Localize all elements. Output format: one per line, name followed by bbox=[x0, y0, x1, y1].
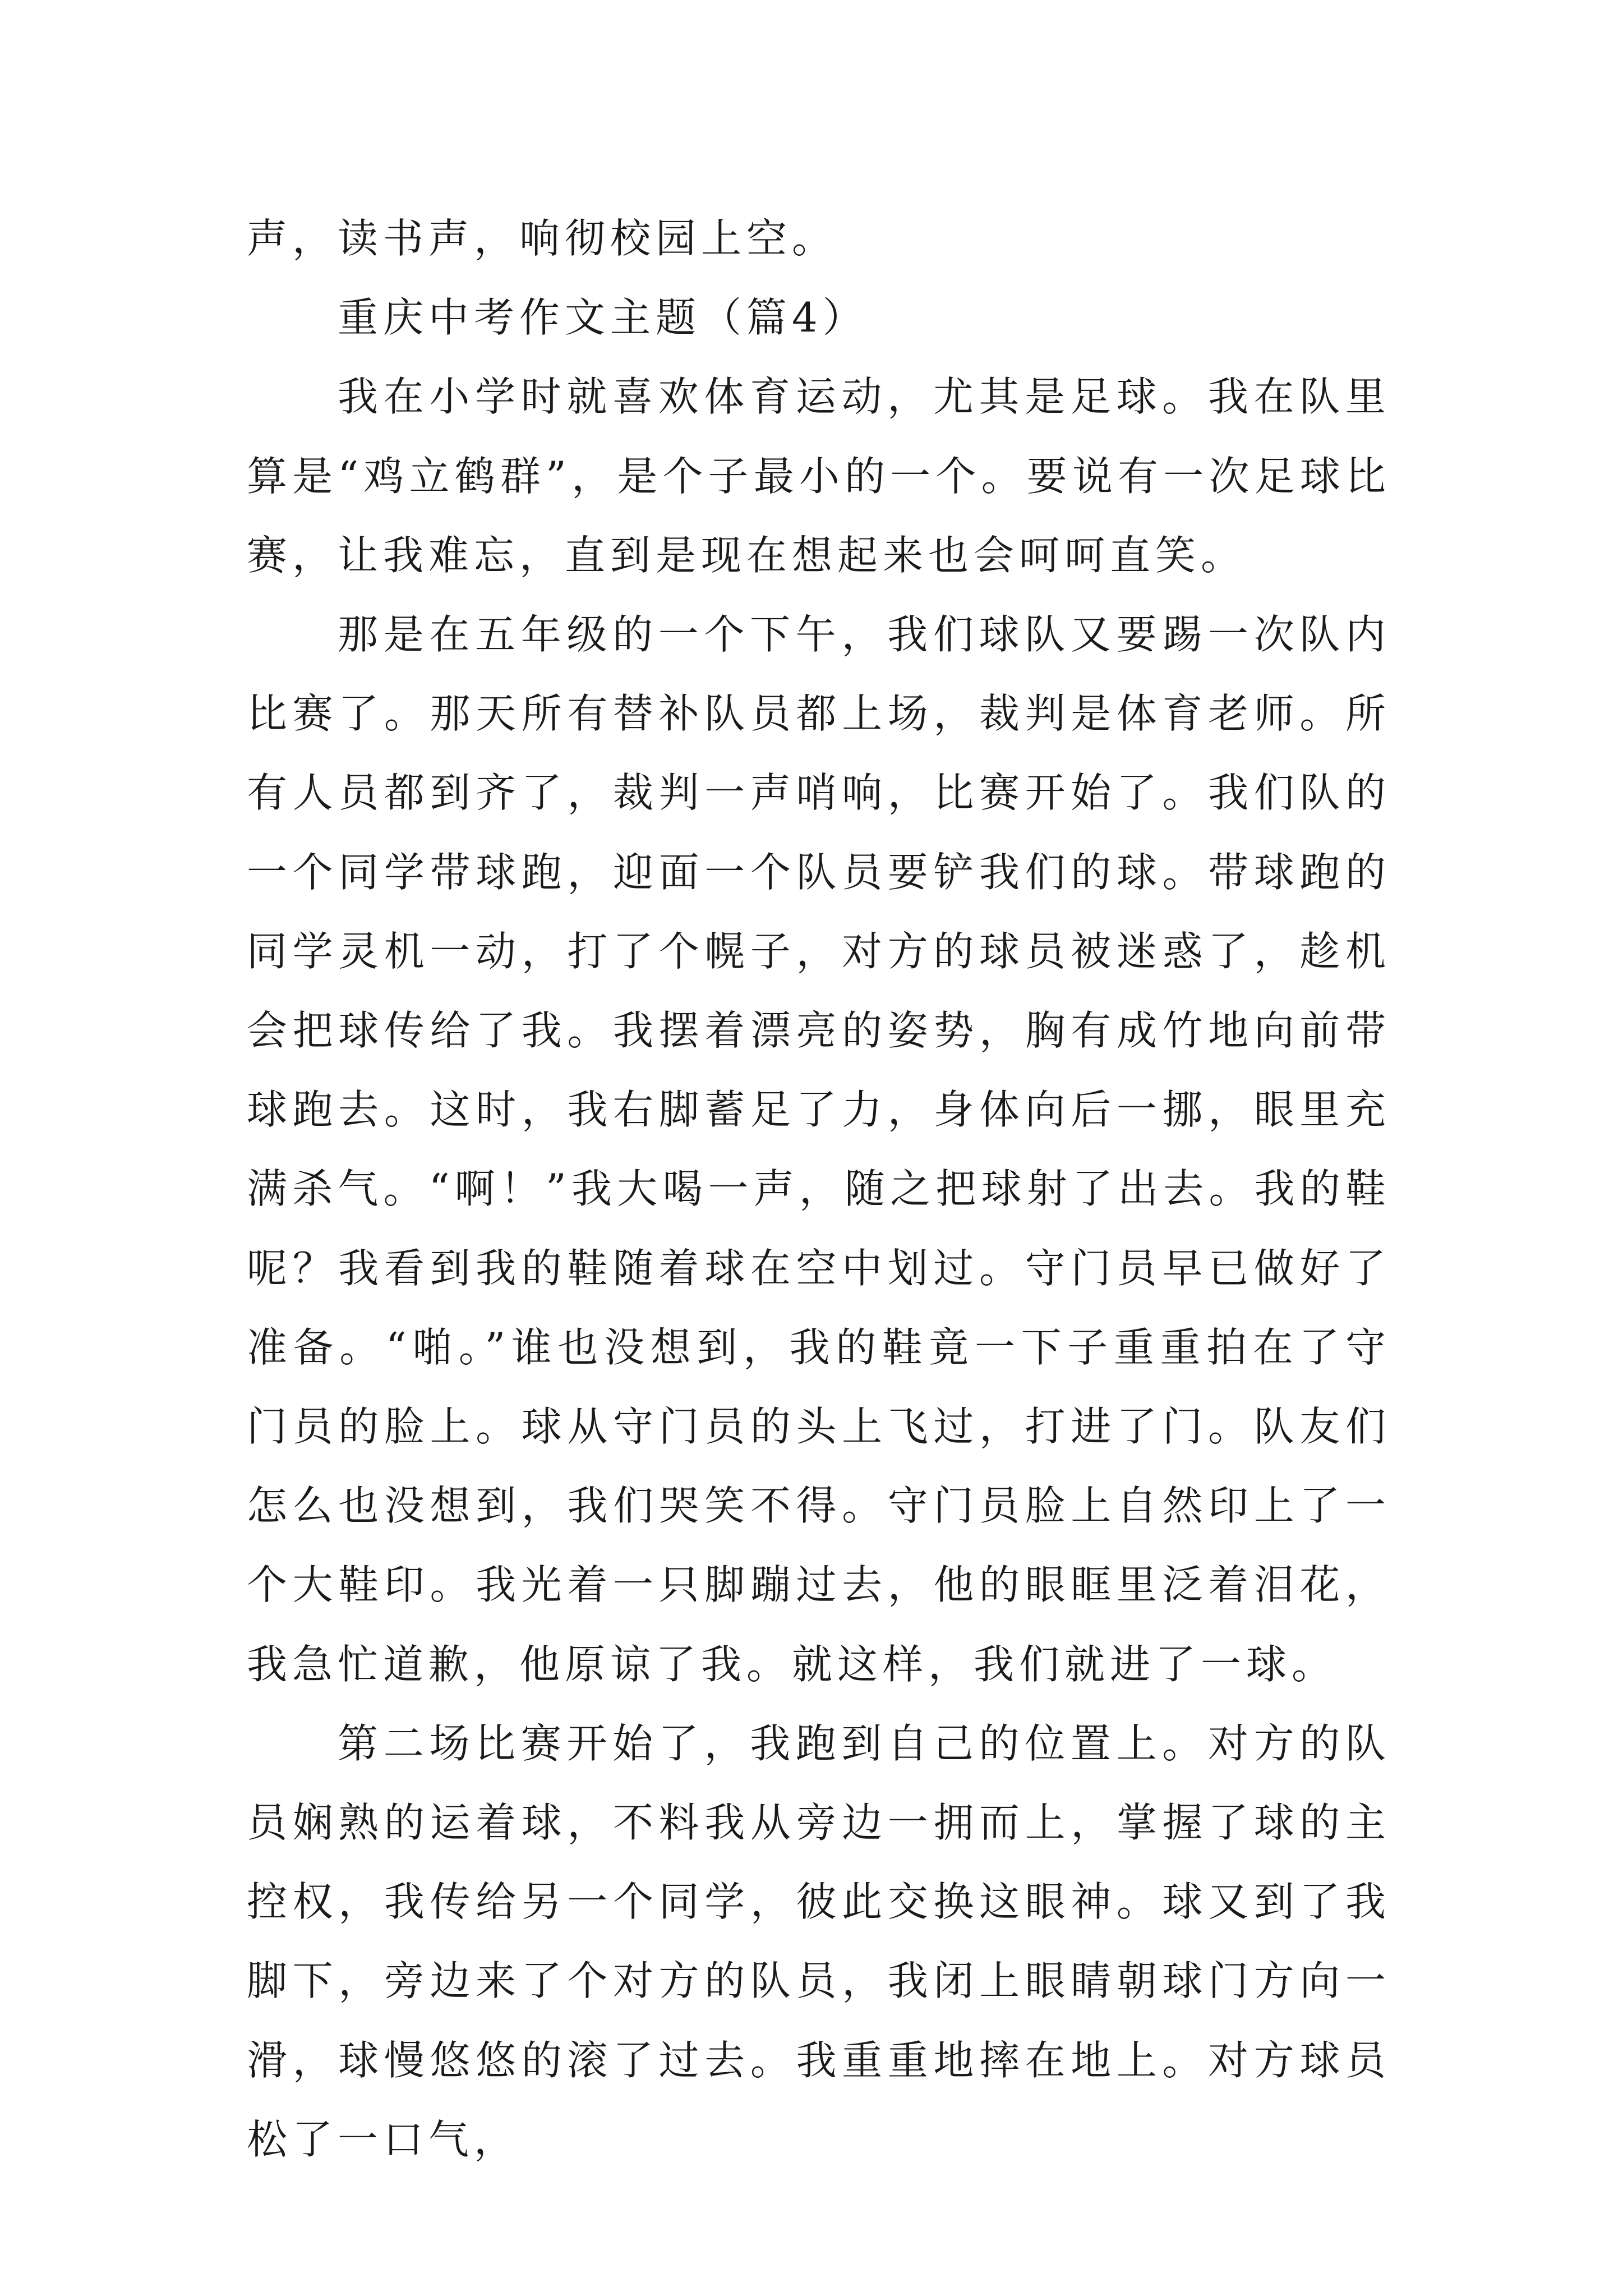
paragraph: 第二场比赛开始了，我跑到自己的位置上。对方的队员娴熟的运着球，不料我从旁边一拥而上，掌握了球的主控权，我传给另一个同学，彼此交换这眼神。球又到了我脚下，旁边来了个对方的队员，我闭上眼睛朝球门方向一滑，球慢悠悠的滚了过去。我重重地摔在地上。对方球员松了一口气， bbox=[247, 1719, 1391, 2163]
document-body bbox=[247, 199, 1391, 2179]
paragraph: 那是在五年级的一个下午，我们球队又要踢一次队内比赛了。那天所有替补队员都上场，裁判是体育老师。所有人员都到齐了，裁判一声哨响，比赛开始了。我们队的一个同学带球跑，迎面一个队员要铲我们的球。带球跑的同学灵机一动，打了个幌子，对方的球员被迷惑了，趁机会把球传给了我。我摆着漂亮的姿势，胸有成竹地向前带球跑去。这时，我右脚蓄足了力，身体向后一挪，眼里充满杀气。“啊！”我大喝一声，随之把球射了出去。我的鞋呢？我看到我的鞋随着球在空中划过。守门员早已做好了准备。“啪。”谁也没想到，我的鞋竟一下子重重拍在了守门员的脸上。球从守门员的头上飞过，打进了门。队友们怎么也没想到，我们哭笑不得。守门员脸上自然印上了一个大鞋印。我光着一只脚蹦过去，他的眼眶里泛着泪花，我急忙道歉，他原谅了我。就这样，我们就进了一球。 bbox=[247, 611, 1391, 1688]
section-heading: 重庆中考作文主题（篇4） bbox=[338, 294, 868, 342]
paragraph: 我在小学时就喜欢体育运动，尤其是足球。我在队里算是“鸡立鹤群”，是个子最小的一个。要说有一次足球比赛，让我难忘，直到是现在想起来也会呵呵直笑。 bbox=[247, 373, 1391, 579]
paragraph-continuation: 声，读书声，响彻校园上空。 bbox=[247, 215, 838, 262]
